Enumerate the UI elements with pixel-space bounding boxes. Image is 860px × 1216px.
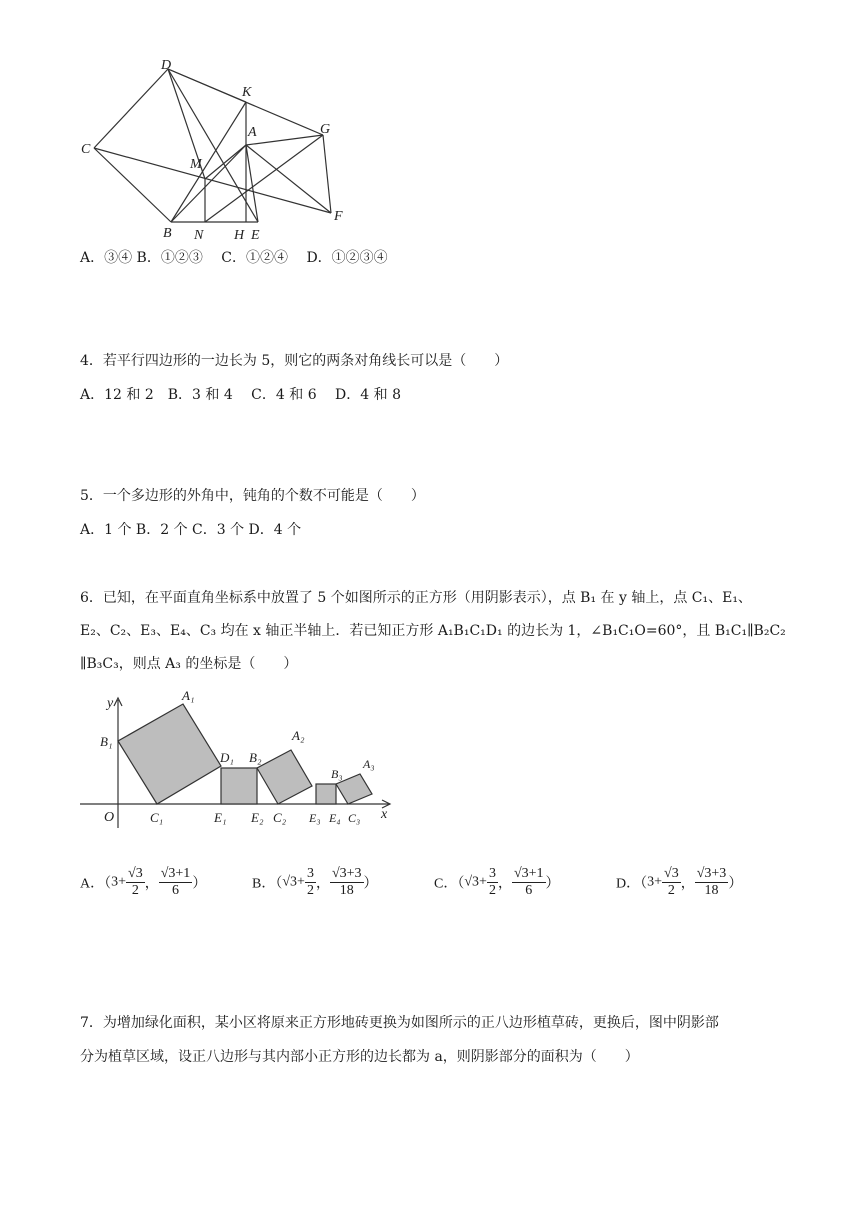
label-B1: B₁ [100,734,113,749]
q6-option-a: A．（3+ $\frac{√3}{2}$ ， $\frac{√3+1}{6}$ ） [80,865,207,898]
q7-stem-line1: 7．为增加绿化面积，某小区将原来正方形地砖更换为如图所示的正八边形植草砖，更换后，图中阴影部 [80,1015,719,1031]
q6-stem-line1: 6．已知，在平面直角坐标系中放置了 5 个如图所示的正方形（用阴影表示），点 B₁ 在 y 轴上，点 C₁、E₁、 [80,590,752,606]
label-D: D [161,58,172,73]
q4-options: A．12 和 2 B．3 和 4 C．4 和 6 D．4 和 8 [80,387,402,403]
label-F: F [334,209,343,224]
q7-stem-line2: 分为植草区域，设正八边形与其内部小正方形的边长都为 a，则阴影部分的面积为（ ） [80,1049,639,1065]
label-x: x [381,807,388,822]
q6-option-b: B．（√3+ $\frac{3}{2}$ ， $\frac{√3+3}{18}$ ） [252,865,378,898]
square-2 [221,768,257,804]
q3-options: A．③④ B．①②③ C．①②④ D．①②③④ [80,250,388,266]
square-4 [316,784,336,804]
label-E2: E₂ [251,810,264,825]
label-y: y [107,696,114,711]
label-B: B [163,226,172,241]
label-E: E [251,228,260,243]
label-C: C [81,142,91,157]
label-G: G [320,122,331,137]
q6-stem-line3: ∥B₃C₃，则点 A₃ 的坐标是（ ） [80,656,298,672]
label-A2: A₂ [292,728,305,743]
label-E4: E₄ [329,811,341,825]
label-K: K [242,85,252,100]
label-C2: C₂ [273,810,287,825]
q6-coordinate-figure [80,686,400,832]
label-B2: B₂ [249,750,262,765]
label-C1: C₁ [150,810,164,825]
square-1 [118,704,221,804]
label-D1: D₁ [220,750,234,765]
label-C3: C₃ [348,811,361,825]
q4-stem: 4．若平行四边形的一边长为 5，则它的两条对角线长可以是（ ） [80,353,509,369]
q6-options [80,860,786,904]
label-H: H [234,228,245,243]
q3-geometry-figure [70,55,370,245]
label-E3: E₃ [309,811,321,825]
q6-option-c: C．（√3+ $\frac{3}{2}$ ， $\frac{√3+1}{6}$ ） [434,865,560,898]
label-N: N [194,228,204,243]
q5-stem: 5．一个多边形的外角中，钝角的个数不可能是（ ） [80,488,425,504]
square-3 [257,750,312,804]
label-O: O [104,810,115,825]
label-A1: A₁ [182,688,195,703]
q6-option-d: D．（3+ $\frac{√3}{2}$ ， $\frac{√3+3}{18}$ ） [616,865,743,898]
label-A3: A₃ [363,757,375,771]
label-E1: E₁ [214,810,227,825]
q5-options: A．1 个 B．2 个 C．3 个 D．4 个 [80,522,302,538]
label-M: M [190,157,202,172]
label-A: A [248,125,257,140]
q6-stem-line2: E₂、C₂、E₃、E₄、C₃ 均在 x 轴正半轴上．若已知正方形 A₁B₁C₁D₁ 的边长为 1，∠B₁C₁O=60°，且 B₁C₁∥B₂C₂ [80,623,786,639]
label-B3: B₃ [331,767,343,781]
